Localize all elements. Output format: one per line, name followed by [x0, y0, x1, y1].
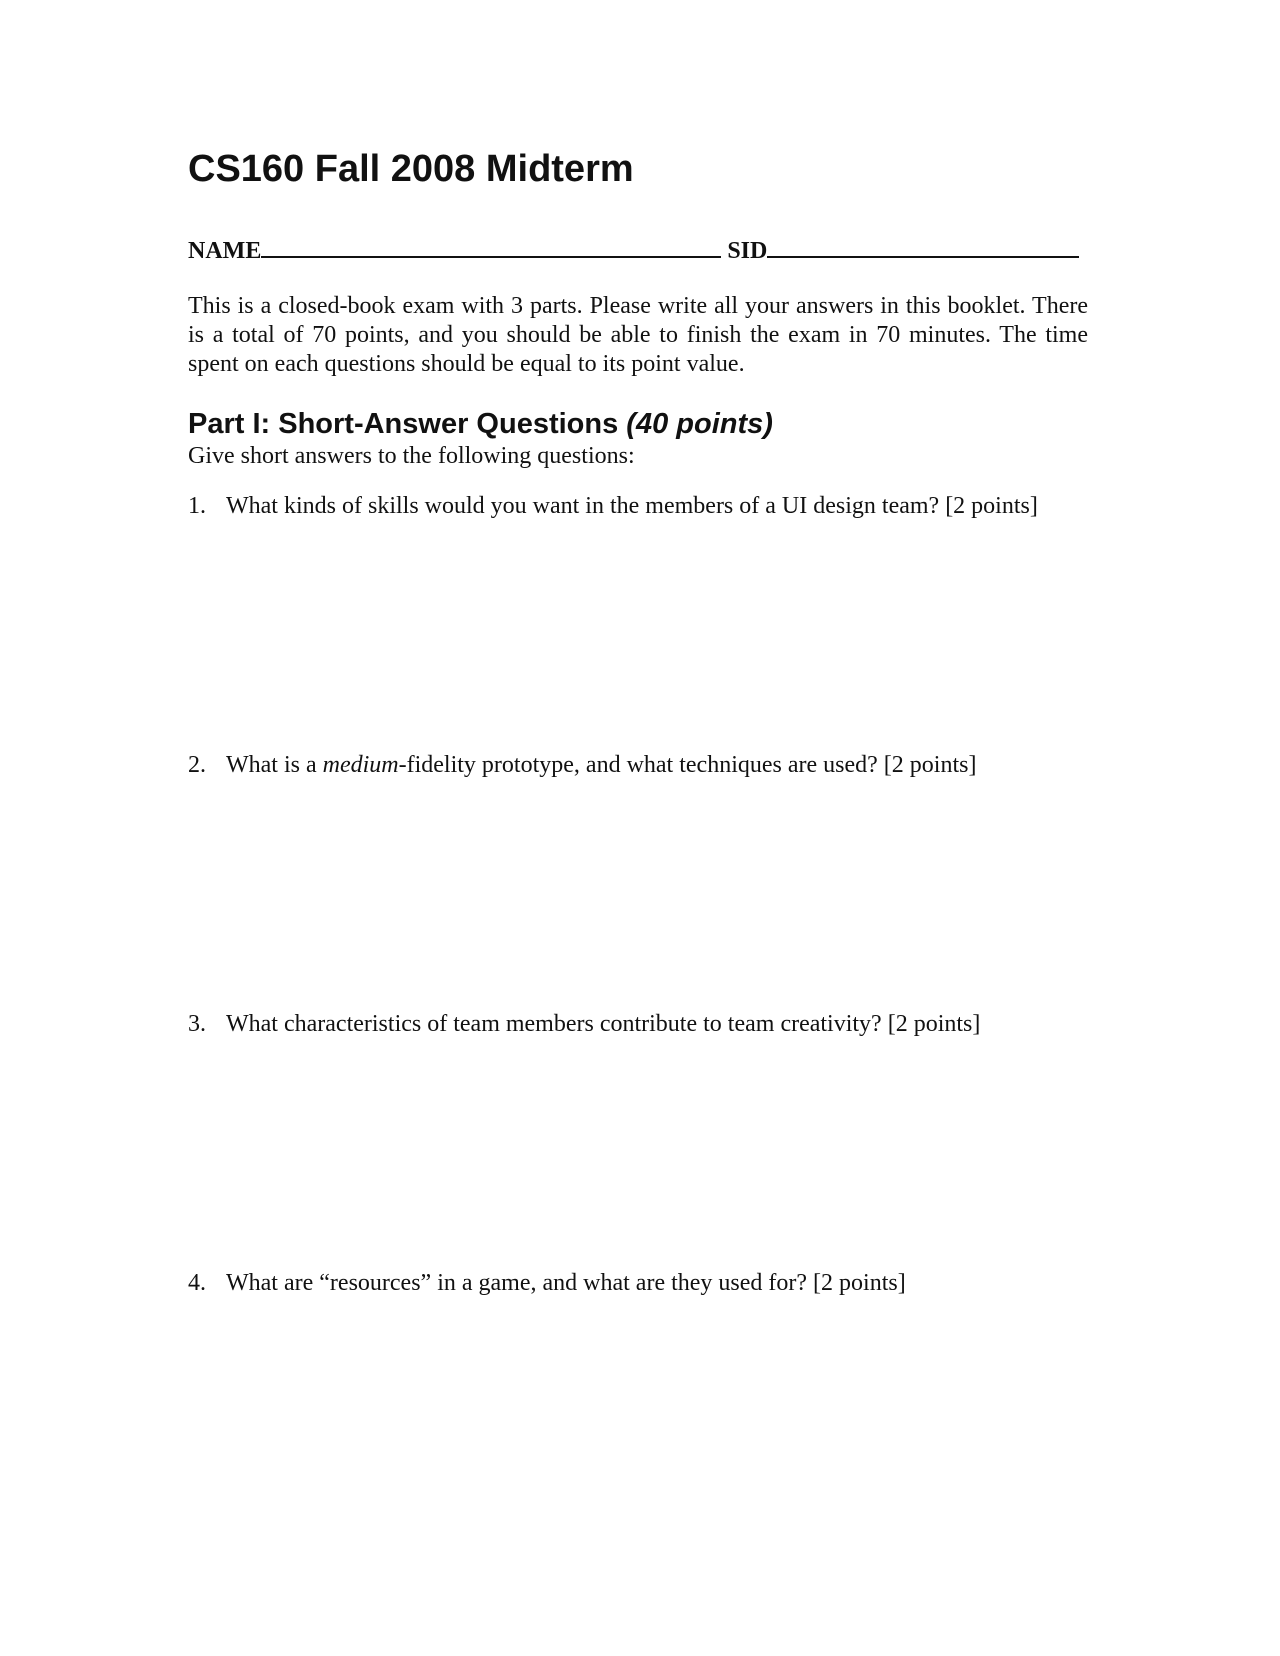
question-text-after: -fidelity prototype, and what techniques are used? [2 points]: [398, 752, 977, 778]
question-text-emphasis: medium: [322, 752, 399, 778]
part-1-points: (40 points): [626, 408, 773, 440]
question-text: What kinds of skills would you want in the members of a UI design team? [2 points]: [226, 493, 1038, 519]
question-3: [188, 1011, 980, 1038]
sid-blank-line[interactable]: [767, 236, 1079, 258]
name-sid-row: [188, 236, 1079, 265]
part-1-heading: [188, 408, 773, 441]
question-number: 3.: [188, 1011, 206, 1037]
part-1-instructions: Give short answers to the following questions:: [188, 443, 635, 469]
sid-label: SID: [727, 238, 768, 264]
exam-instructions: This is a closed-book exam with 3 parts. Please write all your answers in this booklet. There is a total of 70 points, and you should be able to finish the exam in 70 minutes. The time spent on each questions should be equal to its point value.: [188, 293, 1088, 377]
part-1-title: Part I: Short-Answer Questions: [188, 408, 619, 440]
name-blank-line[interactable]: [261, 236, 721, 258]
name-label: NAME: [188, 238, 262, 264]
question-text: [226, 752, 976, 779]
question-1: [188, 493, 1038, 520]
question-text-before: What is a: [226, 752, 323, 778]
question-text: What are “resources” in a game, and what are they used for? [2 points]: [226, 1270, 906, 1296]
question-4: [188, 1270, 906, 1297]
question-text: What characteristics of team members contribute to team creativity? [2 points]: [226, 1011, 981, 1037]
question-number: 4.: [188, 1270, 206, 1296]
exam-title: CS160 Fall 2008 Midterm: [188, 148, 634, 190]
question-number: 1.: [188, 493, 206, 519]
question-2: [188, 752, 976, 779]
question-number: 2.: [188, 752, 206, 778]
